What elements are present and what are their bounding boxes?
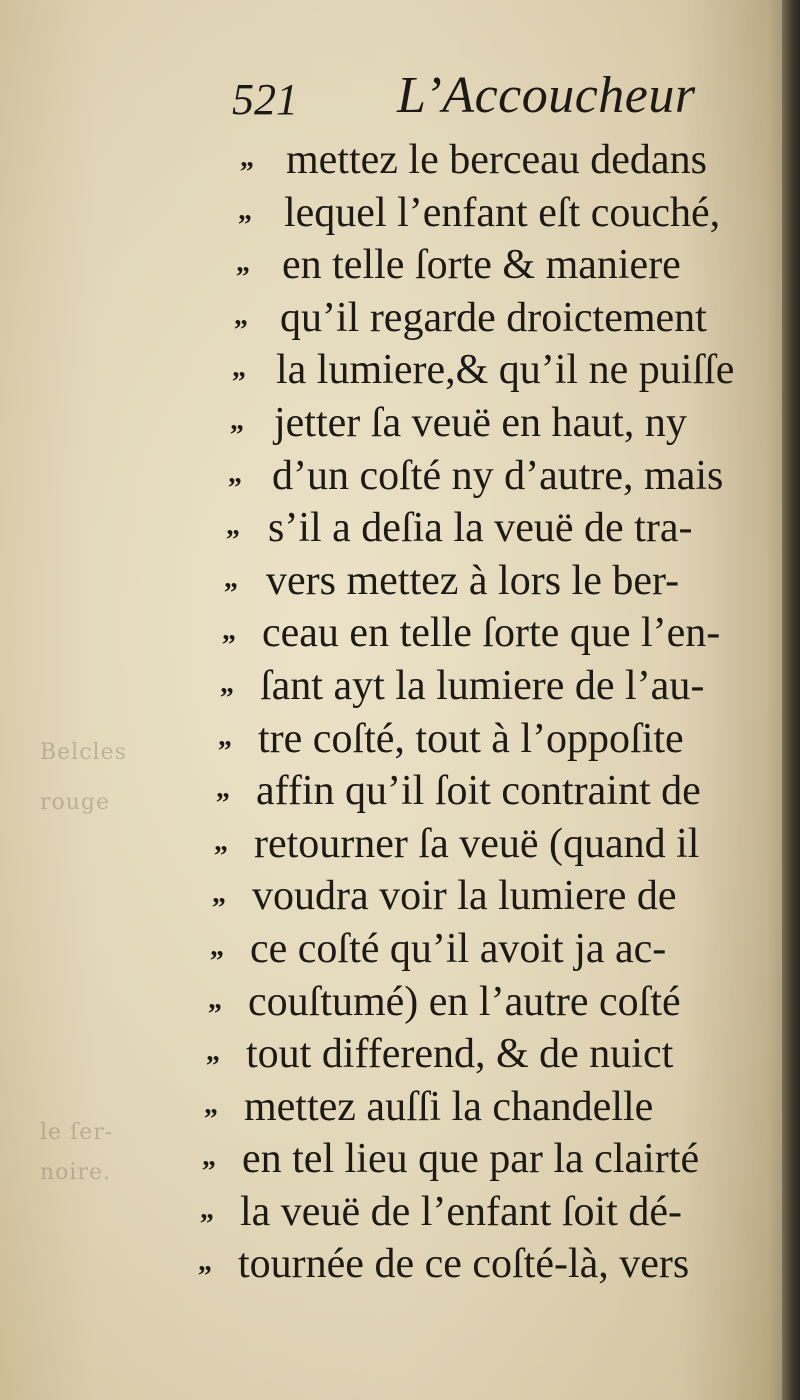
line-text: ceau en telle ſorte que l’en- [262,610,721,657]
text-line [198,239,778,292]
quotation-marker: „ [216,773,230,805]
text-line [198,187,778,240]
line-text: affin qu’il ſoit contraint de [256,768,701,815]
bleed-through-text: le ſer- [40,1120,114,1145]
text-line [198,1133,778,1186]
line-text: la lumiere,& qu’il ne puiſſe [276,347,735,394]
quotation-marker: „ [222,615,236,647]
bleed-through-text: rouge [40,790,111,815]
line-text: voudra voir la lumiere de [252,873,677,920]
quotation-marker: „ [240,142,254,173]
quotation-marker: „ [236,247,250,279]
text-line [198,660,778,713]
running-title: L’Accoucheur [397,67,696,124]
line-text: tre coſté, tout à l’oppoſite [258,715,684,762]
quotation-marker: „ [238,194,252,226]
line-text: couſtumé) en l’autre coſté [248,978,681,1025]
quotation-marker: „ [228,457,242,489]
quotation-marker: „ [202,1141,216,1173]
quotation-marker: „ [206,1036,220,1068]
line-text: mettez le berceau dedans [286,137,707,183]
text-line [198,607,778,660]
text-line [198,1081,778,1134]
text-line [198,1238,778,1291]
text-line [198,555,778,608]
line-text: la veuë de l’enfant ſoit dé- [240,1188,682,1235]
text-line [198,1028,778,1081]
quotation-marker: „ [212,878,226,910]
line-text: lequel l’enfant eſt couché, [284,189,721,236]
line-text: ce coſté qu’il avoit ja ac- [250,925,667,972]
text-line [198,344,778,397]
line-text: en telle ſorte & maniere [282,242,681,289]
quotation-marker: „ [214,825,228,857]
line-text: qu’il regarde droictement [280,294,707,341]
quotation-marker: „ [204,1088,218,1120]
quotation-marker: „ [210,930,224,962]
bleed-through-text: Belcles [40,740,127,765]
page-number: 521 [232,75,298,124]
text-body [198,134,778,1291]
text-line [198,397,778,450]
quotation-marker: „ [230,404,244,436]
line-text: mettez auſſi la chandelle [244,1083,654,1130]
text-line [198,870,778,923]
line-text: tournée de ce coſté-là, vers [238,1241,690,1288]
quotation-marker: „ [224,562,238,594]
line-text: jetter ſa veuë en haut, ny [274,399,687,446]
quotation-marker: „ [234,299,248,331]
text-line [198,818,778,871]
line-text: tout differend, & de nuict [246,1031,674,1078]
text-line [198,923,778,976]
quotation-marker: „ [200,1193,214,1225]
bleed-through-text: noire. [40,1160,111,1185]
quotation-marker: „ [226,510,240,542]
line-text: s’il a deſia la veuë de tra- [268,505,693,552]
text-line [198,134,778,187]
line-text: en tel lieu que par la clairté [242,1136,700,1183]
text-line [198,1186,778,1239]
text-line [198,976,778,1029]
text-line [198,713,778,766]
line-text: retourner ſa veuë (quand il [254,820,700,867]
quotation-marker: „ [198,1246,212,1278]
quotation-marker: „ [232,352,246,384]
text-line [198,502,778,555]
text-line [198,765,778,818]
line-text: ſant ayt la lumiere de l’au- [260,662,705,709]
quotation-marker: „ [218,720,232,752]
text-line [198,292,778,345]
line-text: d’un coſté ny d’autre, mais [272,452,724,499]
text-line [198,450,778,503]
line-text: vers mettez à lors le ber- [266,557,680,604]
page-gutter-edge [782,0,800,1400]
quotation-marker: „ [208,983,222,1015]
quotation-marker: „ [220,667,234,699]
page-header [232,66,752,136]
